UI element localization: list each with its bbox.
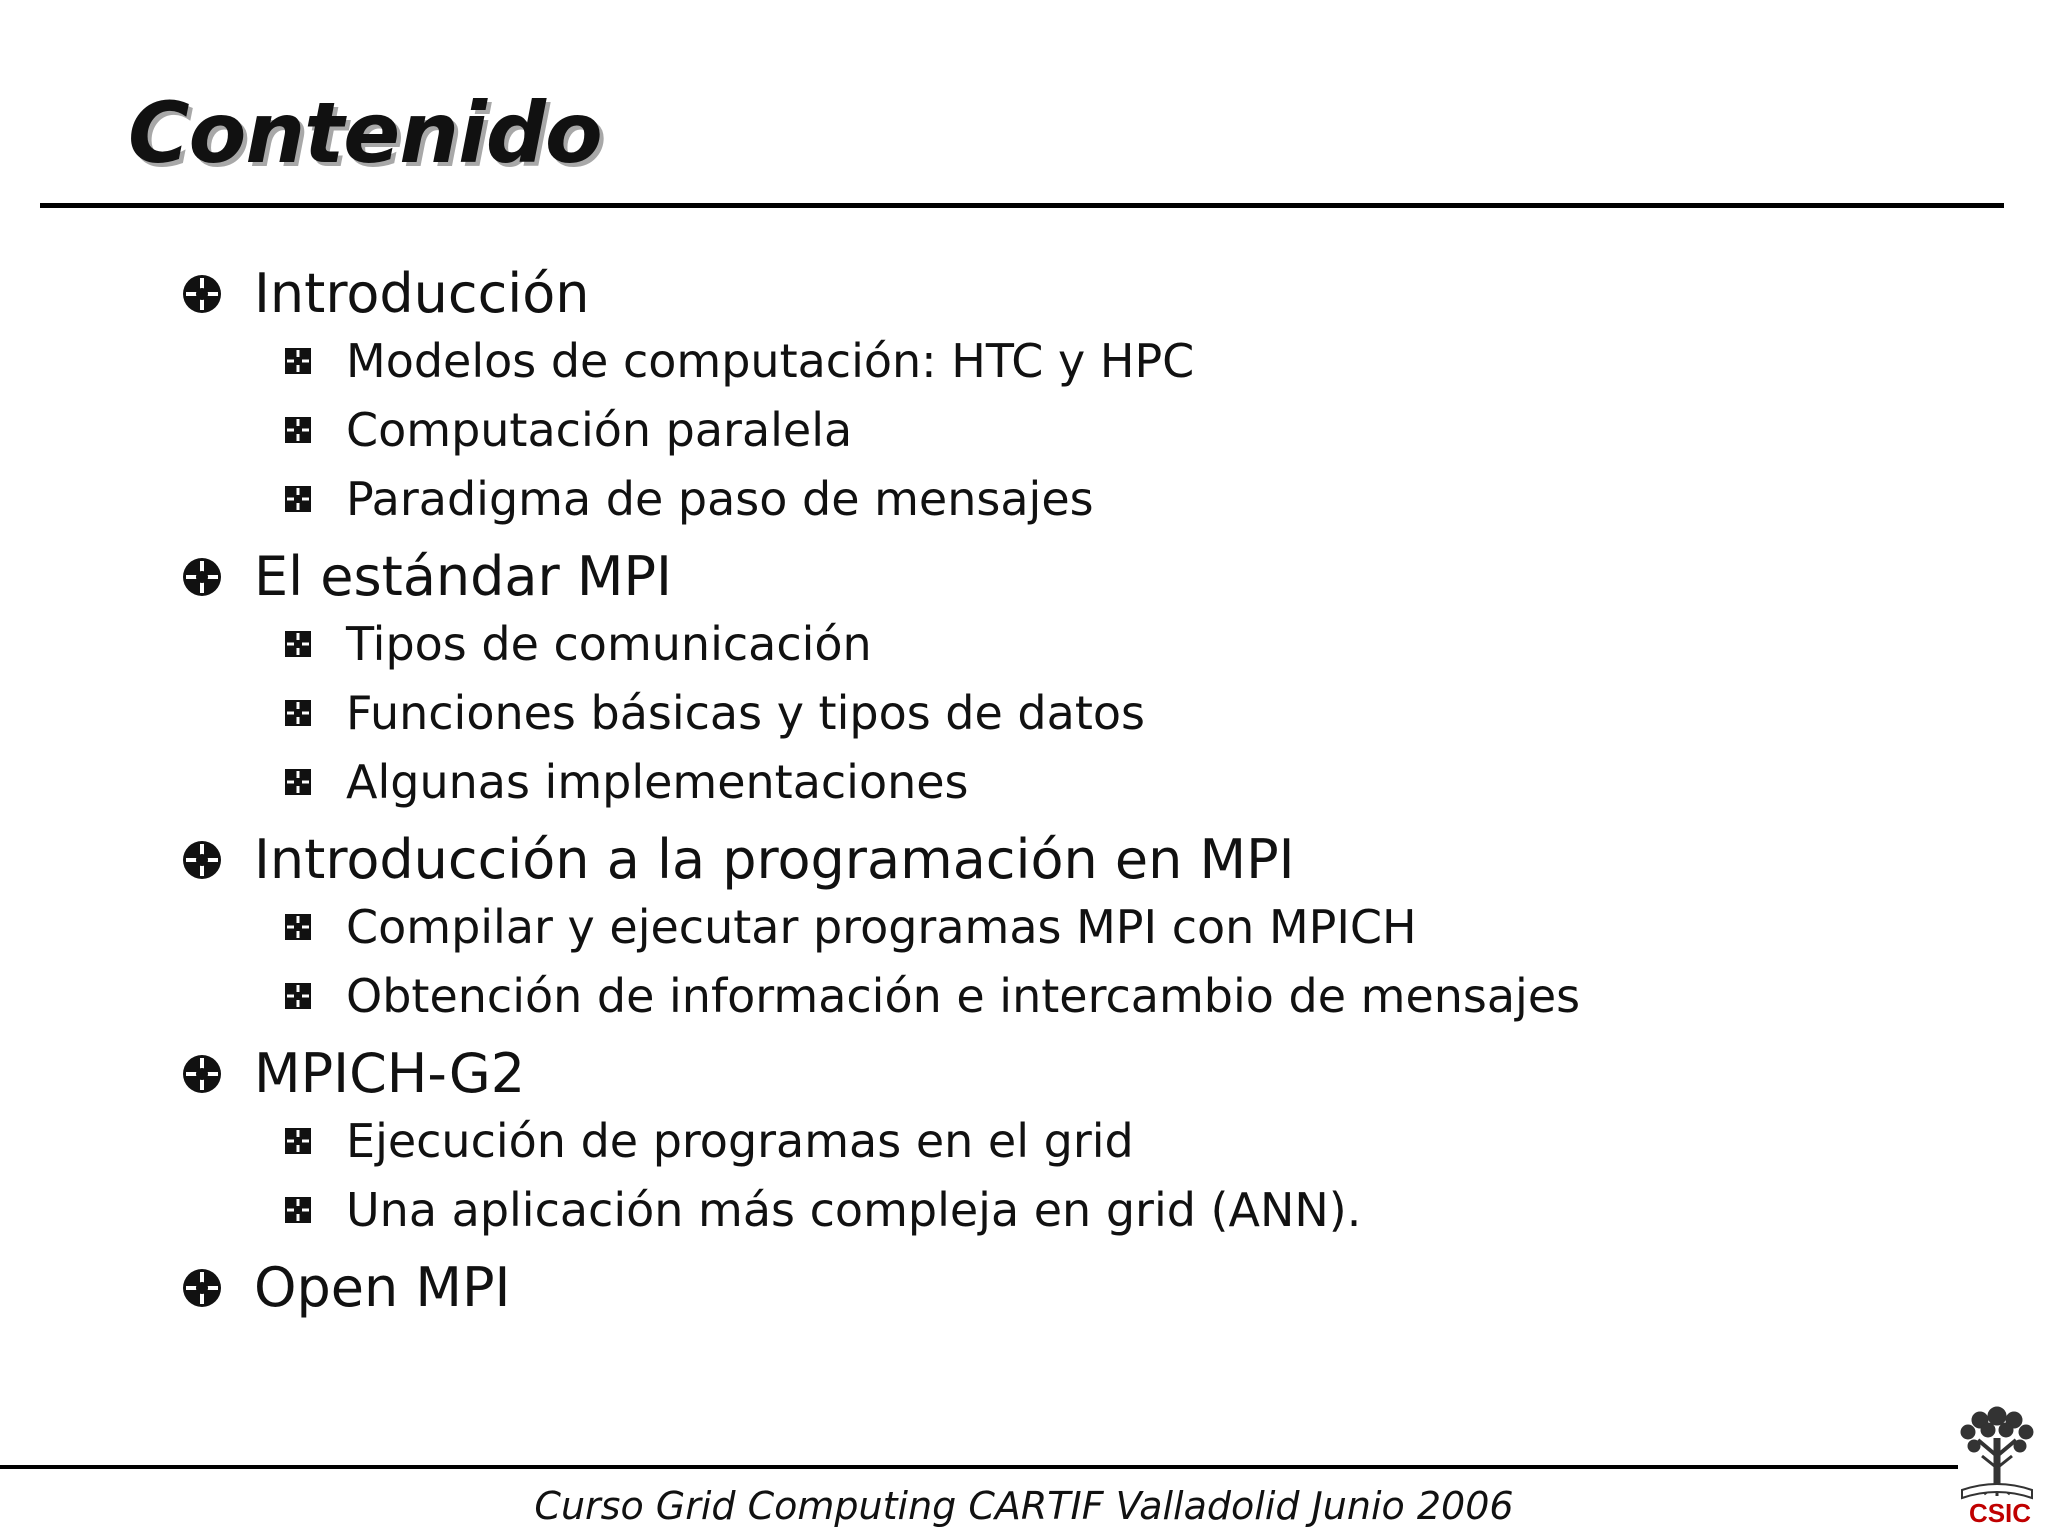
square-cross-bullet-icon [284,485,312,513]
round-cross-bullet-icon [182,840,222,880]
footer-divider [0,1465,1958,1469]
square-cross-bullet-icon [284,630,312,658]
round-cross-bullet-icon [182,274,222,314]
outline-item-label: Open MPI [254,1256,511,1319]
outline-subitem-label: Funciones básicas y tipos de datos [346,686,1145,740]
outline-subitem-label: Modelos de computación: HTC y HPC [346,334,1195,388]
outline-subitem-label: Paradigma de paso de mensajes [346,472,1094,526]
outline-subitem-label: Computación paralela [346,403,853,457]
outline-subitem-label: Ejecución de programas en el grid [346,1114,1134,1168]
outline-subitem-label: Obtención de información e intercambio de mensajes [346,969,1581,1023]
outline-item-label: Introducción a la programación en MPI [254,828,1295,891]
square-cross-bullet-icon [284,1196,312,1224]
square-cross-bullet-icon [284,1127,312,1155]
slide-title: Contenido [128,84,602,182]
outline-subitem-label: Algunas implementaciones [346,755,969,809]
round-cross-bullet-icon [182,1268,222,1308]
square-cross-bullet-icon [284,913,312,941]
outline-item-label: El estándar MPI [254,545,672,608]
outline-item-label: Introducción [254,262,590,325]
csic-logo-label: CSIC [1968,1498,2032,1528]
square-cross-bullet-icon [284,768,312,796]
footer-text: Curso Grid Computing CARTIF Valladolid Junio 2006 [534,1484,1514,1528]
outline-item-label: MPICH-G2 [254,1042,526,1105]
round-cross-bullet-icon [182,557,222,597]
square-cross-bullet-icon [284,347,312,375]
outline-subitem-label: Compilar y ejecutar programas MPI con MPICH [346,900,1417,954]
outline-subitem-label: Tipos de comunicación [346,617,872,671]
round-cross-bullet-icon [182,1054,222,1094]
square-cross-bullet-icon [284,416,312,444]
square-cross-bullet-icon [284,699,312,727]
outline-subitem-label: Una aplicación más compleja en grid (ANN). [346,1183,1362,1237]
square-cross-bullet-icon [284,982,312,1010]
